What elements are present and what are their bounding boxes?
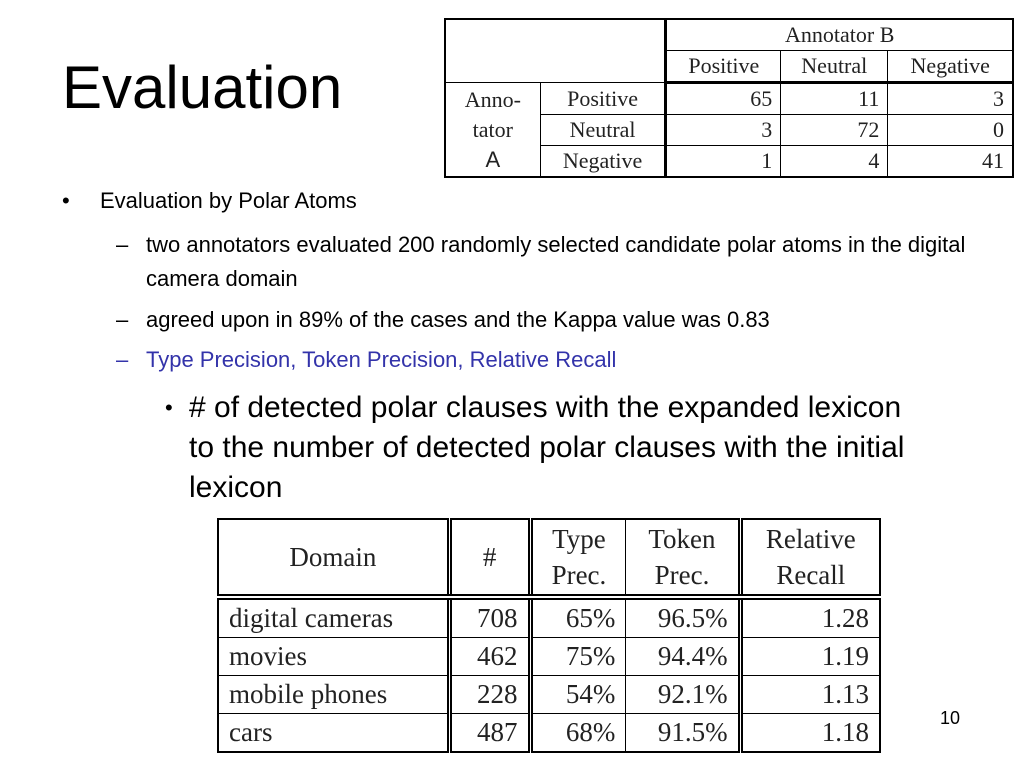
annotator-a-label [445, 83, 540, 178]
agreement-row [445, 83, 1013, 115]
agreement-cell: 3 [888, 83, 1013, 115]
token-prec-cell: 92.1% [626, 676, 740, 714]
annotator-b-text: Annotator B [785, 22, 895, 47]
agreement-corner-cell [445, 19, 666, 83]
agreement-cell: 4 [781, 146, 888, 178]
relative-recall-cell: 1.18 [740, 714, 880, 753]
agreement-header-row [445, 19, 1013, 51]
header-line: Domain [289, 542, 377, 572]
header-line: Token [648, 524, 716, 554]
dash-icon: – [116, 347, 129, 372]
domain-cell: digital cameras [218, 597, 449, 638]
results-header-row [218, 519, 880, 597]
table-row [218, 676, 880, 714]
relative-recall-cell: 1.19 [740, 638, 880, 676]
header-line: Type [552, 524, 606, 554]
header-line: Recall [776, 560, 846, 590]
bullet-text: Type Precision, Token Precision, Relative Recall [146, 347, 617, 372]
agreement-cell: 65 [666, 83, 781, 115]
dash-icon: – [116, 307, 129, 332]
results-col-header [218, 519, 449, 597]
results-col-header [449, 519, 530, 597]
header-line: Prec. [551, 560, 607, 590]
token-prec-cell: 94.4% [626, 638, 740, 676]
domain-cell: movies [218, 638, 449, 676]
annotator-a-line: A [485, 146, 501, 172]
table-row [218, 638, 880, 676]
dash-icon: – [116, 232, 129, 257]
bullet-dot-icon: • [165, 395, 173, 420]
agreement-col-header: Negative [888, 51, 1013, 83]
type-prec-cell: 68% [530, 714, 626, 753]
table-row [218, 597, 880, 638]
results-col-header [530, 519, 626, 597]
slide-title: Evaluation [62, 54, 343, 121]
agreement-row-label: Negative [540, 146, 666, 178]
agreement-cell: 11 [781, 83, 888, 115]
annotator-a-line: tator [472, 116, 513, 142]
bullet-dot-icon: • [62, 188, 70, 213]
count-cell: 228 [449, 676, 530, 714]
token-prec-cell: 96.5% [626, 597, 740, 638]
agreement-cell: 1 [666, 146, 781, 178]
type-prec-cell: 65% [530, 597, 626, 638]
agreement-col-header: Positive [666, 51, 781, 83]
count-cell: 708 [449, 597, 530, 638]
results-col-header [626, 519, 740, 597]
count-cell: 487 [449, 714, 530, 753]
bullet-text: two annotators evaluated 200 randomly selected candidate polar atoms in the digital camera domain [146, 232, 966, 291]
results-table [217, 518, 881, 753]
agreement-cell: 3 [666, 115, 781, 146]
results-col-header [740, 519, 880, 597]
type-prec-cell: 54% [530, 676, 626, 714]
agreement-col-header: Neutral [781, 51, 888, 83]
annotator-a-line: Anno- [464, 86, 521, 112]
agreement-cell: 72 [781, 115, 888, 146]
agreement-cell: 0 [888, 115, 1013, 146]
bullet-text: agreed upon in 89% of the cases and the Kappa value was 0.83 [146, 307, 770, 332]
agreement-row-label: Neutral [540, 115, 666, 146]
token-prec-cell: 91.5% [626, 714, 740, 753]
bullet-text: Evaluation by Polar Atoms [100, 188, 357, 213]
header-line: Prec. [654, 560, 710, 590]
domain-cell: cars [218, 714, 449, 753]
domain-cell: mobile phones [218, 676, 449, 714]
bullet-text: # of detected polar clauses with the expanded lexicon to the number of detected polar clauses with the initial lexicon [189, 391, 905, 504]
page-number: 10 [940, 708, 961, 728]
header-line: # [482, 542, 497, 572]
agreement-cell: 41 [888, 146, 1013, 178]
type-prec-cell: 75% [530, 638, 626, 676]
header-line: Relative [765, 524, 856, 554]
agreement-table [444, 18, 1014, 178]
relative-recall-cell: 1.28 [740, 597, 880, 638]
table-row [218, 714, 880, 753]
relative-recall-cell: 1.13 [740, 676, 880, 714]
count-cell: 462 [449, 638, 530, 676]
annotator-b-label [666, 19, 1013, 51]
agreement-row-label: Positive [540, 83, 666, 115]
